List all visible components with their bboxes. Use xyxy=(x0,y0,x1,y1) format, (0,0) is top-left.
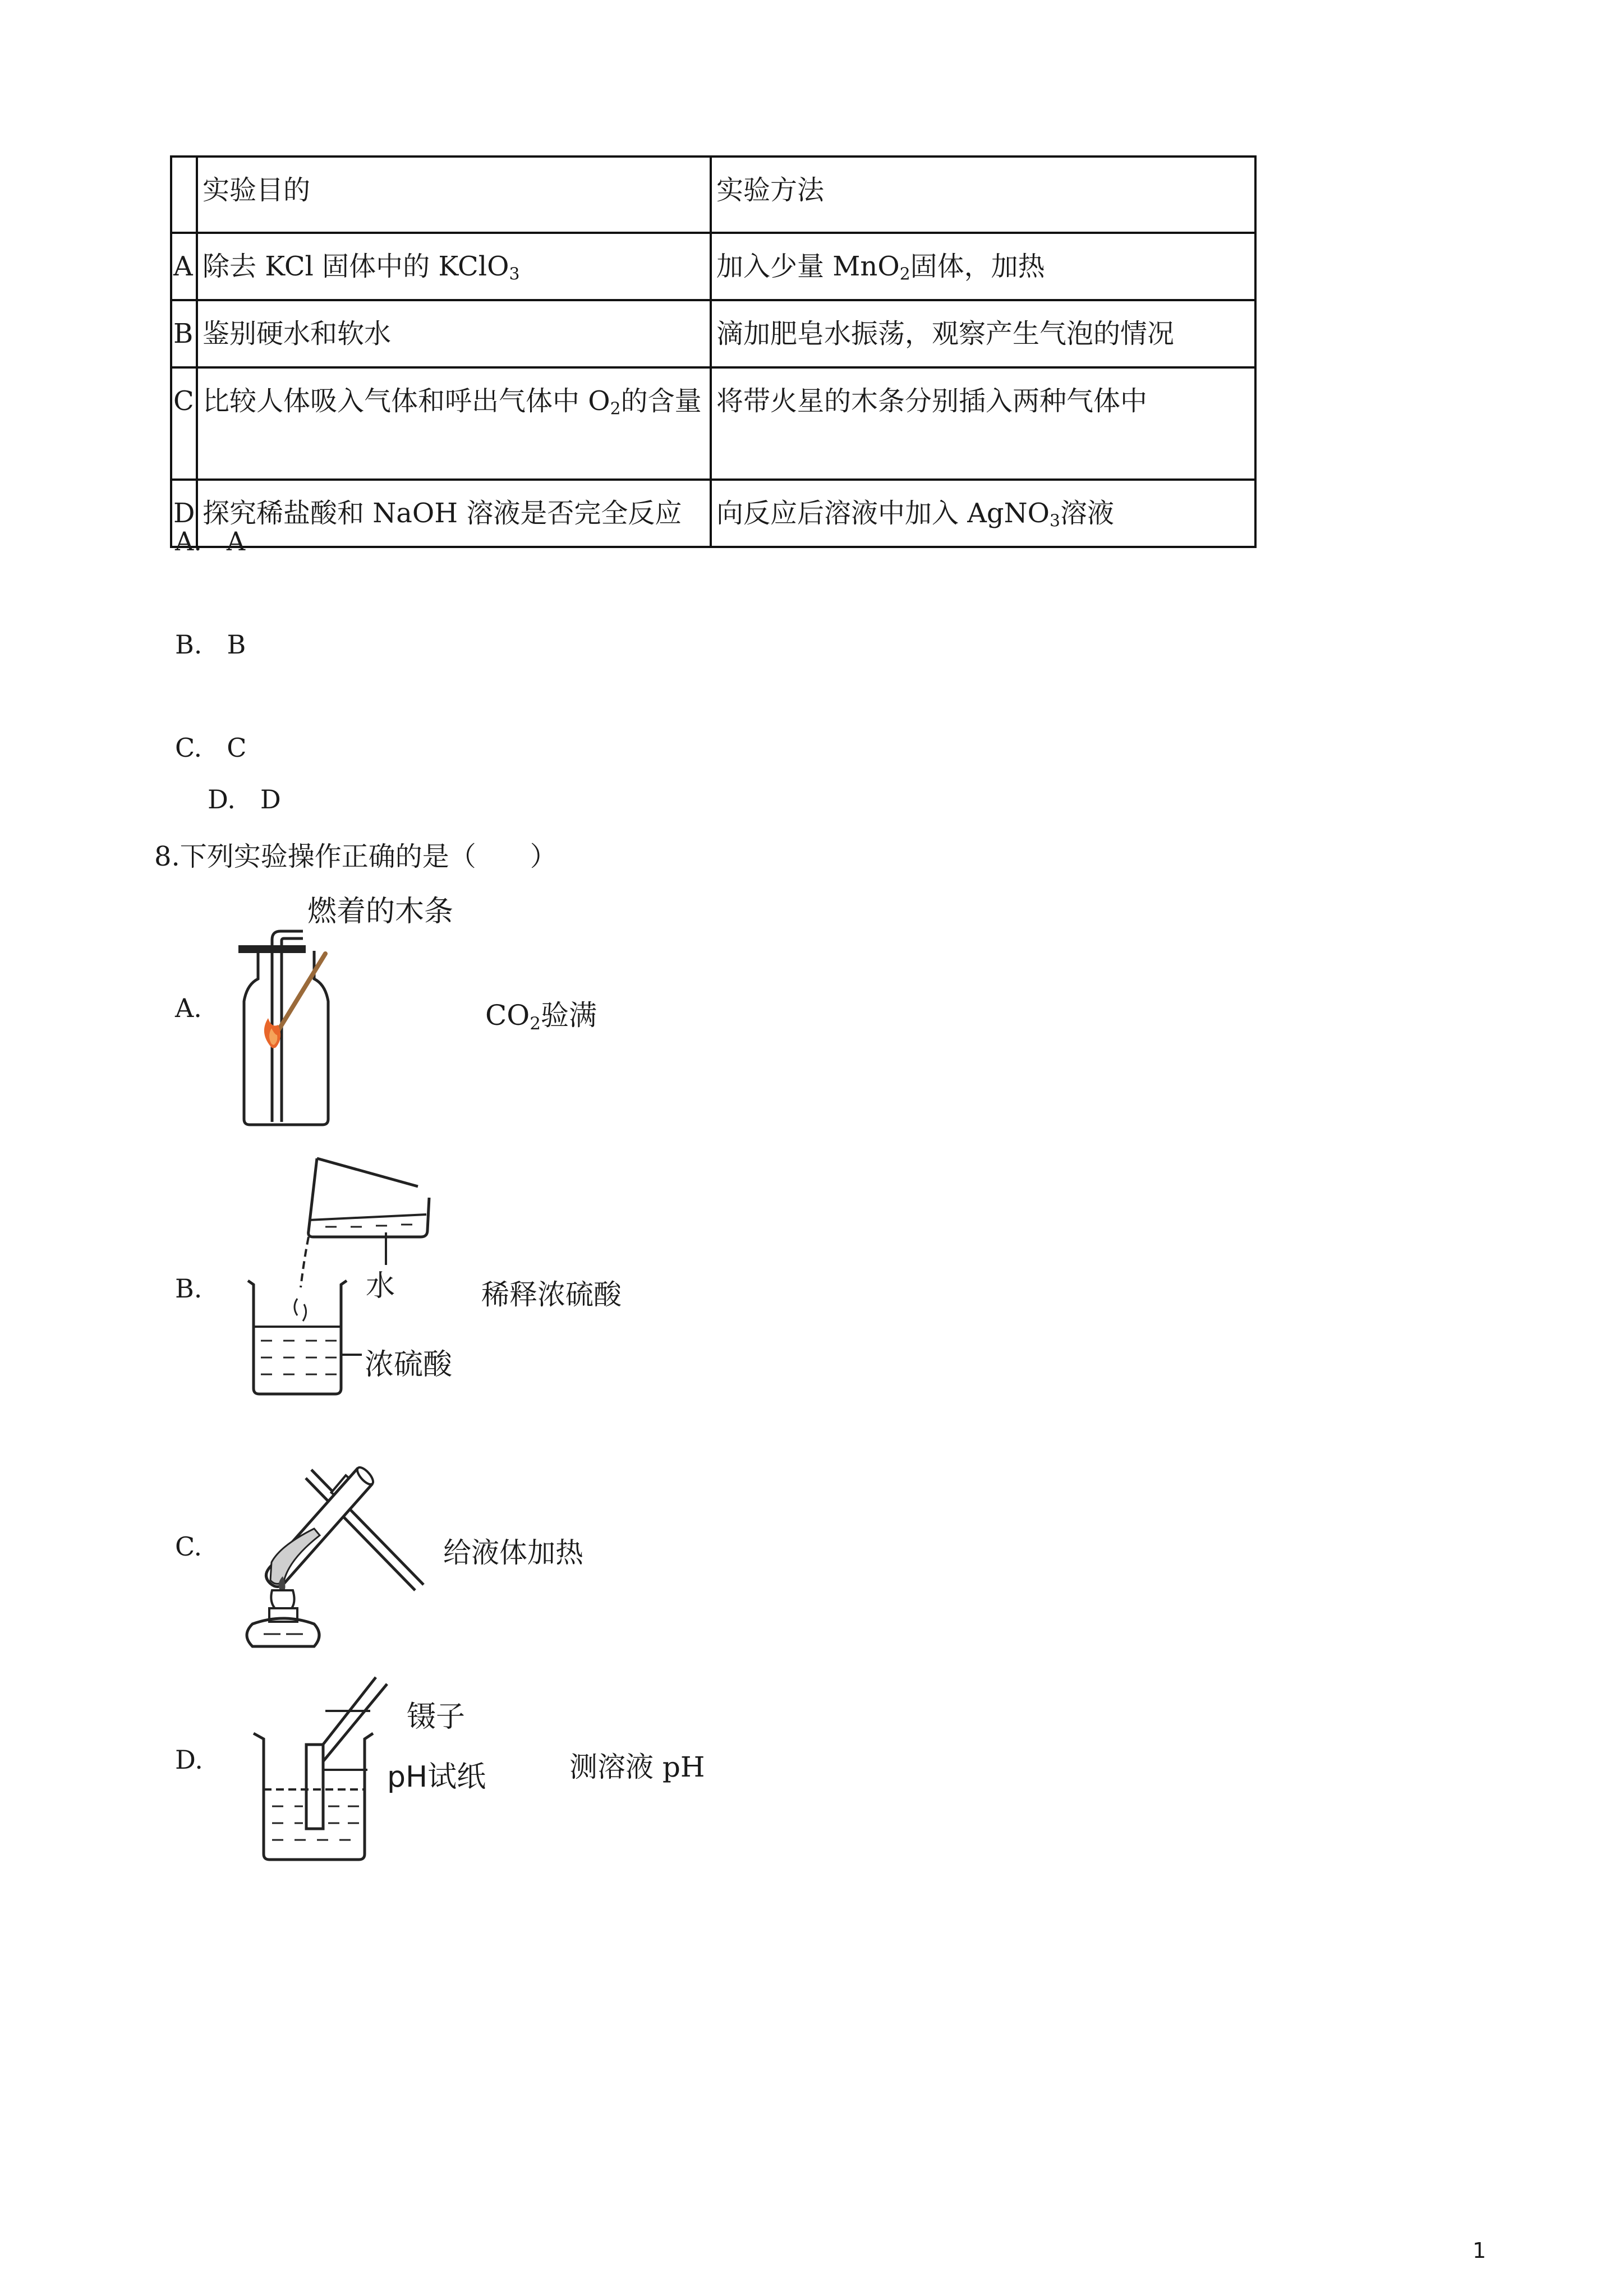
method-text: 加入少量 MnO xyxy=(716,251,900,282)
row-method xyxy=(711,300,1255,367)
header-method: 实验方法 xyxy=(711,157,1255,233)
q7-option-d[interactable] xyxy=(208,784,281,815)
option-label: C. xyxy=(175,733,203,763)
row-purpose xyxy=(197,233,711,300)
row-method xyxy=(711,367,1255,480)
row-purpose xyxy=(197,300,711,367)
row-purpose xyxy=(197,480,711,547)
table-row xyxy=(171,233,1255,300)
conc-sulfuric-acid-label: 浓硫酸 xyxy=(365,1348,453,1382)
purpose-text: 探究稀盐酸和 NaOH 溶液是否完全反应 xyxy=(203,498,682,529)
experiment-table xyxy=(170,155,1257,548)
heat-liquid-figure xyxy=(230,1456,432,1652)
q7-option-a[interactable] xyxy=(175,526,245,556)
co2-full-check-caption xyxy=(485,993,597,1033)
row-letter: A xyxy=(171,233,197,300)
method-subscript: 3 xyxy=(1050,511,1060,531)
purpose-text: 除去 KCl 固体中的 KClO xyxy=(203,251,509,282)
ph-paper-label: pH试纸 xyxy=(387,1760,486,1794)
option-value: A xyxy=(226,526,246,556)
method-text: 滴加肥皂水振荡，观察产生气泡的情况 xyxy=(716,318,1175,349)
burning-stick-label: 燃着的木条 xyxy=(307,895,454,928)
header-letter-cell xyxy=(171,157,197,233)
purpose-text: 比较人体吸入气体和呼出气体中 O xyxy=(203,385,610,417)
option-value: D xyxy=(260,784,281,815)
method-text-post: 溶液 xyxy=(1060,498,1114,529)
purpose-text-post: 的含量 xyxy=(620,385,702,417)
q7-option-c[interactable] xyxy=(175,733,246,763)
question-8-stem: 8.下列实验操作正确的是（ ） xyxy=(154,841,557,872)
option-value: B xyxy=(227,629,246,660)
row-method xyxy=(711,233,1255,300)
row-purpose xyxy=(197,367,711,480)
purpose-subscript: 3 xyxy=(509,264,520,284)
table-row xyxy=(171,480,1255,547)
option-label: B. xyxy=(175,629,203,660)
caption-subscript: 2 xyxy=(530,1013,541,1034)
measure-ph-caption: 测溶液 pH xyxy=(569,1751,705,1783)
row-letter: D xyxy=(171,480,197,547)
purpose-subscript: 2 xyxy=(610,399,621,419)
dilute-acid-caption: 稀释浓硫酸 xyxy=(481,1278,622,1311)
q8-option-a-label[interactable]: A. xyxy=(175,993,202,1023)
header-purpose: 实验目的 xyxy=(197,157,711,233)
purpose-text: 鉴别硬水和软水 xyxy=(203,318,392,349)
method-subscript: 2 xyxy=(899,264,910,284)
table-row xyxy=(171,300,1255,367)
row-letter: C xyxy=(171,367,197,480)
q8-option-c-label[interactable]: C. xyxy=(175,1531,203,1562)
caption-text: CO xyxy=(485,999,530,1032)
row-method xyxy=(711,480,1255,547)
table-header-row xyxy=(171,157,1255,233)
q7-option-b[interactable] xyxy=(175,629,246,660)
water-label: 水 xyxy=(366,1269,395,1303)
q8-option-b-label[interactable]: B. xyxy=(175,1273,203,1304)
option-label: D. xyxy=(208,784,236,815)
caption-text-post: 验满 xyxy=(540,999,597,1032)
page-number: 1 xyxy=(1473,2238,1487,2263)
option-value: C xyxy=(227,733,247,763)
method-text-post: 固体，加热 xyxy=(910,251,1045,282)
method-text: 向反应后溶液中加入 AgNO xyxy=(716,498,1050,529)
row-letter: B xyxy=(171,300,197,367)
q8-option-d-label[interactable]: D. xyxy=(175,1745,203,1775)
heat-liquid-caption: 给液体加热 xyxy=(443,1536,583,1569)
table-row xyxy=(171,367,1255,480)
method-text: 将带火星的木条分别插入两种气体中 xyxy=(716,385,1148,417)
co2-full-check-figure xyxy=(230,928,342,1130)
option-label: A. xyxy=(175,526,202,556)
tweezers-label: 镊子 xyxy=(407,1700,466,1734)
